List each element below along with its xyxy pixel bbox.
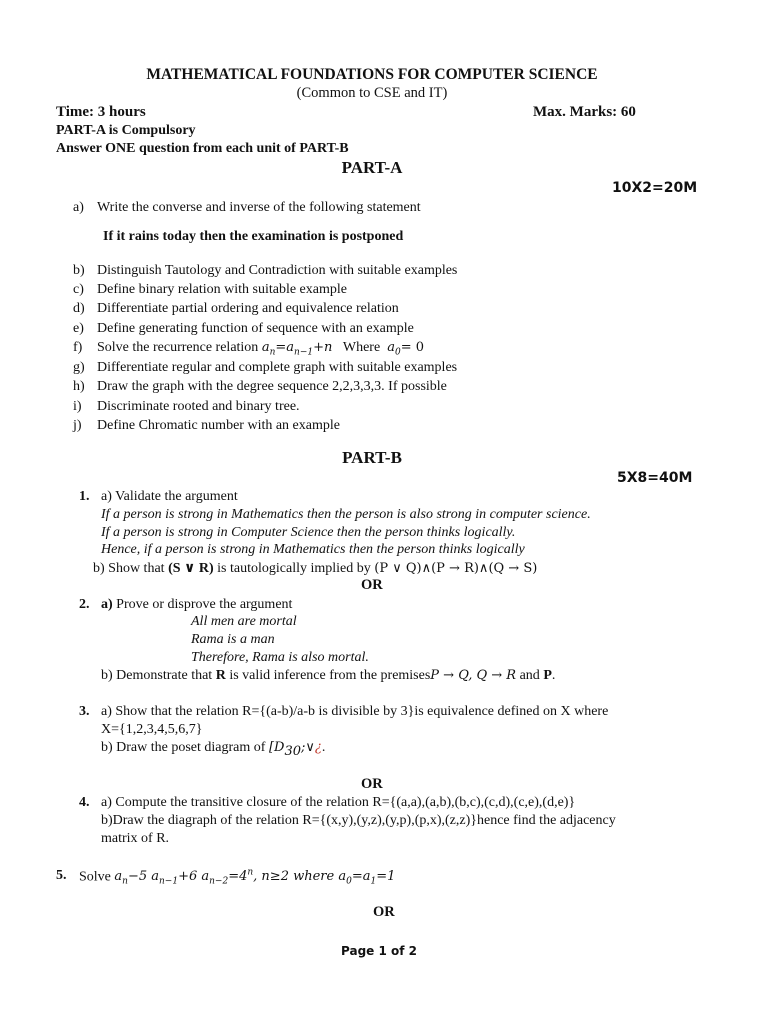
q2b-p: P [543, 668, 552, 683]
initial-condition: $a_0$ [387, 340, 401, 358]
or-divider: OR [373, 904, 395, 920]
question-letter: g) [73, 360, 85, 375]
question-c [73, 282, 347, 298]
q3-part-b [101, 740, 325, 759]
q3-set: X={1,2,3,4,5,6,7} [101, 722, 203, 737]
argument-line: All men are mortal [191, 614, 297, 629]
question-b [73, 263, 457, 279]
conditional-statement: If it rains today then the examination is postponed [103, 229, 404, 244]
q1b-text-mid: is tautologically implied by [217, 561, 371, 576]
poset-join: ;∨ [301, 740, 315, 755]
question-number: 1. [79, 489, 90, 504]
q2b-text-mid: is valid inference from the premises [229, 668, 431, 683]
exam-time: Time: 3 hours [56, 104, 146, 120]
question-text: Solve the recurrence relation [97, 340, 259, 355]
q2b-period: . [551, 668, 556, 683]
q1b-conclusion: (S ∨ R) [168, 561, 214, 576]
part-a-marks: 10X2=20M [612, 180, 698, 196]
exam-title: MATHEMATICAL FOUNDATIONS FOR COMPUTER SCIENCE [146, 66, 598, 83]
question-j [73, 418, 340, 434]
q4-part-b-cont: matrix of R. [101, 831, 170, 846]
argument-line: If a person is strong in Mathematics then the person is also strong in computer science. [101, 507, 591, 522]
q1b-text: b) Show that [93, 561, 165, 576]
q5-solve: Solve [79, 869, 111, 885]
part-b-heading: PART-B [342, 448, 402, 467]
q1b-premises: (P ∨ Q)∧(P → R)∧(Q → S) [374, 561, 538, 576]
question-letter: i) [73, 399, 82, 414]
q3b-text: b) Draw the poset diagram of [101, 740, 266, 755]
argument-line: Therefore, Rama is also mortal. [191, 650, 369, 665]
q1-part-b [93, 560, 537, 577]
question-letter: e) [73, 321, 84, 336]
question-f [73, 340, 424, 358]
q2-part-b [101, 668, 555, 684]
or-divider: OR [361, 776, 383, 792]
or-divider: OR [361, 577, 383, 593]
question-text: Write the converse and inverse of the following statement [97, 200, 421, 215]
exam-subtitle: (Common to CSE and IT) [296, 85, 448, 101]
q2a-text: Prove or disprove the argument [116, 597, 293, 612]
question-letter: f) [73, 340, 83, 355]
argument-line: Rama is a man [191, 632, 275, 647]
page-number: Page 1 of 2 [341, 944, 417, 958]
question-text: Define generating function of sequence with an example [97, 321, 414, 336]
q2b-text: b) Demonstrate that [101, 668, 213, 683]
question-h [73, 379, 447, 395]
instruction-part-b: Answer ONE question from each unit of PART-B [56, 141, 349, 156]
question-number: 2. [79, 597, 90, 612]
question-letter: j) [73, 418, 82, 433]
q2a-label: a) [101, 597, 113, 612]
question-e [73, 321, 414, 337]
argument-line: Hence, if a person is strong in Mathematics then the person thinks logically [101, 542, 525, 557]
question-number: 5. [56, 868, 67, 883]
question-text: Discriminate rooted and binary tree. [97, 399, 300, 414]
question-text: Draw the graph with the degree sequence 2,2,3,3,3. If possible [97, 379, 447, 394]
question-number: 4. [79, 795, 90, 810]
part-b-marks: 5X8=40M [617, 470, 693, 486]
poset-d: [D [268, 740, 285, 755]
exam-max-marks: Max. Marks: 60 [533, 104, 636, 120]
q5-recurrence: $a_n-5$ $a_{n-1}+6$ $a_{n-2}=4^n$, n≥2 where $a_0=a_1=1$ [114, 868, 396, 887]
question-letter: h) [73, 379, 85, 394]
q4-part-b: b)Draw the diagraph of the relation R={(x,y),(y,z),(y,p),(p,x),(z,z)}hence find the adjacency [101, 813, 616, 828]
initial-value: = 0 [400, 340, 424, 355]
q2-part-a [101, 597, 292, 613]
question-text: Distinguish Tautology and Contradiction with suitable examples [97, 263, 458, 278]
question-number: 3. [79, 704, 90, 719]
question-g [73, 360, 457, 376]
q5-text [79, 868, 395, 887]
q2b-and: and [519, 668, 540, 683]
poset-period: . [321, 740, 326, 755]
question-letter: c) [73, 282, 84, 297]
poset-sub: 30 [284, 743, 301, 759]
question-i [73, 399, 300, 415]
argument-line: If a person is strong in Computer Science then the person thinks logically. [101, 525, 516, 540]
q2b-r: R [215, 668, 226, 683]
question-text: Differentiate regular and complete graph with suitable examples [97, 360, 458, 375]
q3-part-a: a) Show that the relation R={(a-b)/a-b is divisible by 3}is equivalence defined on X where [101, 704, 609, 719]
q2b-premises: P → Q, Q → R [430, 668, 517, 683]
q4-part-a: a) Compute the transitive closure of the relation R={(a,a),(a,b),(b,c),(c,d),(c,e),(d,e)} [101, 795, 576, 810]
question-d [73, 301, 399, 317]
question-letter: a) [73, 200, 84, 215]
part-a-heading: PART-A [341, 158, 403, 177]
question-text: Define binary relation with suitable example [97, 282, 347, 297]
recurrence-formula: $a_n=a_{n-1}+n$ [261, 340, 333, 358]
poset-glyph: ¿ [314, 740, 322, 755]
question-text: Define Chromatic number with an example [97, 418, 340, 433]
question-a [73, 200, 421, 216]
question-text: Differentiate partial ordering and equivalence relation [97, 301, 399, 316]
q1-part-a: a) Validate the argument [101, 489, 238, 504]
question-letter: b) [73, 263, 85, 278]
question-letter: d) [73, 301, 85, 316]
where-label: Where [342, 340, 381, 355]
instruction-part-a: PART-A is Compulsory [56, 123, 196, 138]
